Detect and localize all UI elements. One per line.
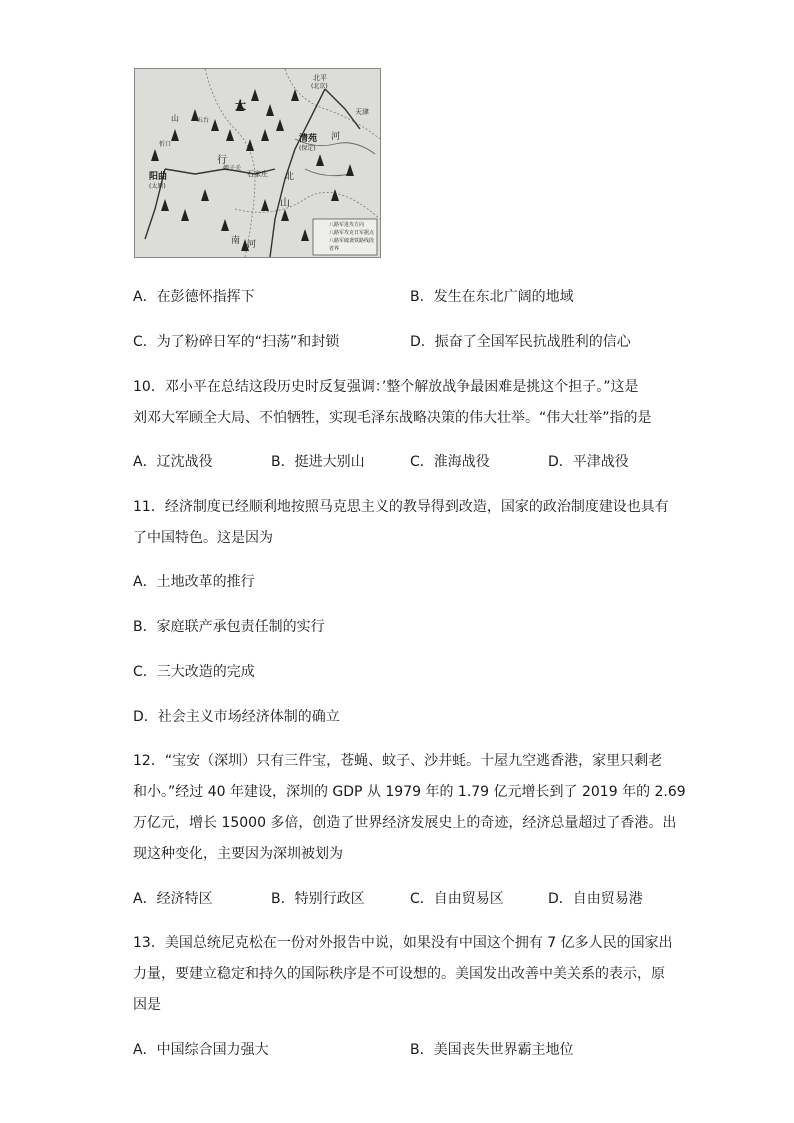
q11-stem-line1: 11．经济制度已经顺利地按照马克思主义的教导得到改造，国家的政治制度建设也具有 xyxy=(133,499,669,515)
map-label-he: 河 xyxy=(331,132,341,142)
map-label-shan2: 山 xyxy=(280,198,290,209)
q12-option-a[interactable]: A．经济特区 xyxy=(133,891,213,907)
q10-option-d[interactable]: D．平津战役 xyxy=(548,454,629,470)
map-label-wutai: 五台 xyxy=(197,117,210,124)
q12-option-c[interactable]: C．自由贸易区 xyxy=(410,891,504,907)
map-label-xinkou: 忻口 xyxy=(159,141,172,148)
q13-stem-line2: 力量，要建立稳定和持久的国际秩序是不可设想的。美国发出改善中美关系的表示，原 xyxy=(133,966,665,982)
q9-option-d[interactable]: D．振奋了全国军民抗战胜利的信心 xyxy=(410,334,631,350)
map-label-shijiazhuang: 石家庄 xyxy=(247,170,268,178)
q11-option-d[interactable]: D．社会主义市场经济体制的确立 xyxy=(133,709,340,725)
map-label-yangqu-sub: (太原) xyxy=(149,183,166,190)
q9-option-a[interactable]: A．在彭德怀指挥下 xyxy=(133,289,255,305)
map-label-da: 大 xyxy=(235,99,246,112)
q10-stem-line2: 刘邓大军顾全大局、不怕牺牲，实现毛泽东战略决策的伟大壮举。“伟大壮举”指的是 xyxy=(133,410,652,426)
map-label-qingyuan-sub: (保定) xyxy=(299,145,316,152)
map-label-beiping-sub: (北京) xyxy=(311,83,328,90)
map-label-he2: 河 xyxy=(247,240,257,250)
map-legend-attack: 八路军进攻方向 xyxy=(329,222,365,228)
q12-option-d[interactable]: D．自由贸易港 xyxy=(548,891,643,907)
q10-option-b[interactable]: B．挺进大别山 xyxy=(271,454,365,470)
q13-stem-line3: 因是 xyxy=(133,997,161,1013)
q10-option-c[interactable]: C．淮海战役 xyxy=(410,454,490,470)
q12-stem-line3: 万亿元，增长 15000 多倍，创造了世界经济发展史上的奇迹，经济总量超过了香港。出 xyxy=(133,815,677,831)
q10-stem-line1: 10．邓小平在总结这段历史时反复强调：’整个解放战争最困难是挑这个担子。”这是 xyxy=(133,379,639,395)
q12-stem-line4: 现这种变化，主要因为深圳被划为 xyxy=(133,846,343,862)
q9-option-b[interactable]: B．发生在东北广阔的地域 xyxy=(410,289,574,305)
q11-option-c[interactable]: C．三大改造的完成 xyxy=(133,664,255,680)
q11-option-a[interactable]: A．土地改革的推行 xyxy=(133,574,255,590)
map-label-niangziguan: 娘子关 xyxy=(223,165,242,172)
map-label-xing: 行 xyxy=(217,155,227,166)
q11-option-b[interactable]: B．家庭联产承包责任制的实行 xyxy=(133,619,325,635)
map-label-qingyuan: 清苑 xyxy=(299,134,318,144)
map-legend-railway: 八路军破袭铁路线段 xyxy=(329,238,375,244)
map-legend-capture: 八路军攻克日军据点 xyxy=(329,230,375,236)
map-label-shan: 山 xyxy=(171,114,179,123)
q12-stem-line2: 和小。”经过 40 年建设，深圳的 GDP 从 1979 年的 1.79 亿元增长到了 2019 年的 2.69 xyxy=(133,784,686,800)
q13-option-b[interactable]: B．美国丧失世界霸主地位 xyxy=(410,1042,574,1058)
battle-map-figure xyxy=(134,68,381,258)
map-label-nan: 南 xyxy=(231,236,241,246)
q10-option-a[interactable]: A．辽沈战役 xyxy=(133,454,213,470)
q12-stem-line1: 12．“宝安（深圳）只有三件宝，苍蝇、蚊子、沙井蚝。十屋九空逃香港，家里只剩老 xyxy=(133,753,663,769)
q13-option-a[interactable]: A．中国综合国力强大 xyxy=(133,1042,269,1058)
map-label-yangqu: 阳曲 xyxy=(149,172,168,182)
map-label-beiping: 北平 xyxy=(313,74,327,82)
q12-option-b[interactable]: B．特别行政区 xyxy=(271,891,365,907)
q11-stem-line2: 了中国特色。这是因为 xyxy=(133,530,273,546)
q13-stem-line1: 13．美国总统尼克松在一份对外报告中说，如果没有中国这个拥有 7 亿多人民的国家出 xyxy=(133,935,673,951)
map-label-tianjin: 天津 xyxy=(355,108,369,116)
map-legend-border: 省界 xyxy=(329,246,340,252)
q9-option-c[interactable]: C．为了粉碎日军的“扫荡”和封锁 xyxy=(133,334,340,350)
map-label-bei: 北 xyxy=(285,172,295,182)
